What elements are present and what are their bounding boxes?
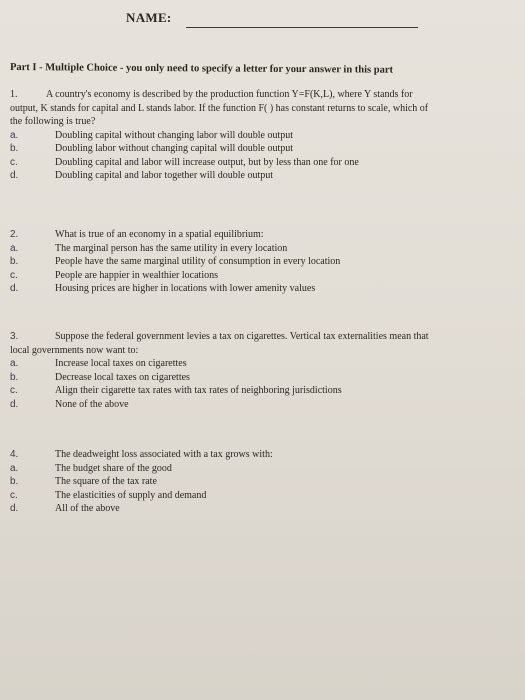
option-text: None of the above xyxy=(55,398,129,410)
option-letter: b. xyxy=(10,256,19,267)
answer-option xyxy=(10,357,510,371)
question-number: 3. xyxy=(10,331,19,342)
option-text: Doubling capital and labor will increase output, but by less than one for one xyxy=(55,156,359,168)
option-text: People have the same marginal utility of consumption in every location xyxy=(55,256,341,267)
option-letter: c. xyxy=(10,385,18,396)
answer-option xyxy=(10,269,430,283)
answer-option xyxy=(10,142,515,156)
option-text: Align their cigarette tax rates with tax rates of neighboring jurisdictions xyxy=(55,385,342,396)
option-letter: a. xyxy=(10,242,19,254)
option-text: Increase local taxes on cigarettes xyxy=(55,358,187,369)
name-blank-line xyxy=(186,27,418,28)
option-text: Doubling capital without changing labor will double output xyxy=(55,129,294,141)
option-letter: d. xyxy=(10,170,19,181)
option-text: People are happier in wealthier locations xyxy=(55,269,218,281)
answer-option xyxy=(10,282,430,296)
option-letter: c. xyxy=(10,269,18,281)
option-letter: a. xyxy=(10,462,19,474)
answer-option xyxy=(10,502,370,516)
option-letter: c. xyxy=(10,156,18,168)
answer-option xyxy=(10,398,510,412)
question-1 xyxy=(10,88,515,183)
option-text: Housing prices are higher in locations with lower amenity values xyxy=(55,283,316,294)
question-stem-line: What is true of an economy in a spatial equilibrium: xyxy=(55,229,264,240)
question-stem-line: The deadweight loss associated with a tax grows with: xyxy=(55,449,273,460)
option-letter: d. xyxy=(10,398,19,410)
answer-option xyxy=(10,129,515,143)
option-text: The budget share of the good xyxy=(55,462,172,474)
answer-option xyxy=(10,156,515,170)
answer-option xyxy=(10,475,370,489)
option-text: Decrease local taxes on cigarettes xyxy=(55,371,190,383)
question-3 xyxy=(10,330,510,411)
question-stem-line: Suppose the federal government levies a tax on cigarettes. Vertical tax externalities mean that xyxy=(55,331,429,342)
question-number: 4. xyxy=(10,449,19,460)
question-number: 1. xyxy=(10,89,18,100)
question-stem-line: output, K stands for capital and L stands labor. If the function F( ) has constant returns to scale, which of xyxy=(10,102,429,114)
option-letter: b. xyxy=(10,143,19,154)
part-title: Part I - Multiple Choice - you only need to specify a letter for your answer in this part xyxy=(9,62,394,76)
option-letter: a. xyxy=(10,358,19,369)
question-stem-line: local governments now want to: xyxy=(10,344,139,356)
option-letter: d. xyxy=(10,503,19,514)
question-4 xyxy=(10,448,370,516)
question-stem-line: A country's economy is described by the production function Y=F(K,L), where Y stands for xyxy=(46,89,413,100)
option-text: The marginal person has the same utility in every location xyxy=(55,242,288,254)
question-number: 2. xyxy=(10,229,19,240)
answer-option xyxy=(10,489,370,503)
question-2 xyxy=(10,228,430,296)
option-letter: b. xyxy=(10,371,19,383)
option-text: All of the above xyxy=(55,503,120,514)
name-label: NAME: xyxy=(126,10,172,25)
answer-option xyxy=(10,371,510,385)
option-text: Doubling capital and labor together will double output xyxy=(55,170,274,181)
question-stem-line: the following is true? xyxy=(10,116,96,127)
option-text: The elasticities of supply and demand xyxy=(55,489,207,501)
answer-option xyxy=(10,242,430,256)
option-text: Doubling labor without changing capital will double output xyxy=(55,143,294,154)
answer-option xyxy=(10,169,515,183)
answer-option xyxy=(10,384,510,398)
option-letter: d. xyxy=(10,283,19,294)
option-letter: b. xyxy=(10,476,19,487)
option-letter: c. xyxy=(10,489,18,501)
answer-option xyxy=(10,462,370,476)
option-text: The square of the tax rate xyxy=(55,476,157,487)
answer-option xyxy=(10,255,430,269)
option-letter: a. xyxy=(10,129,19,141)
